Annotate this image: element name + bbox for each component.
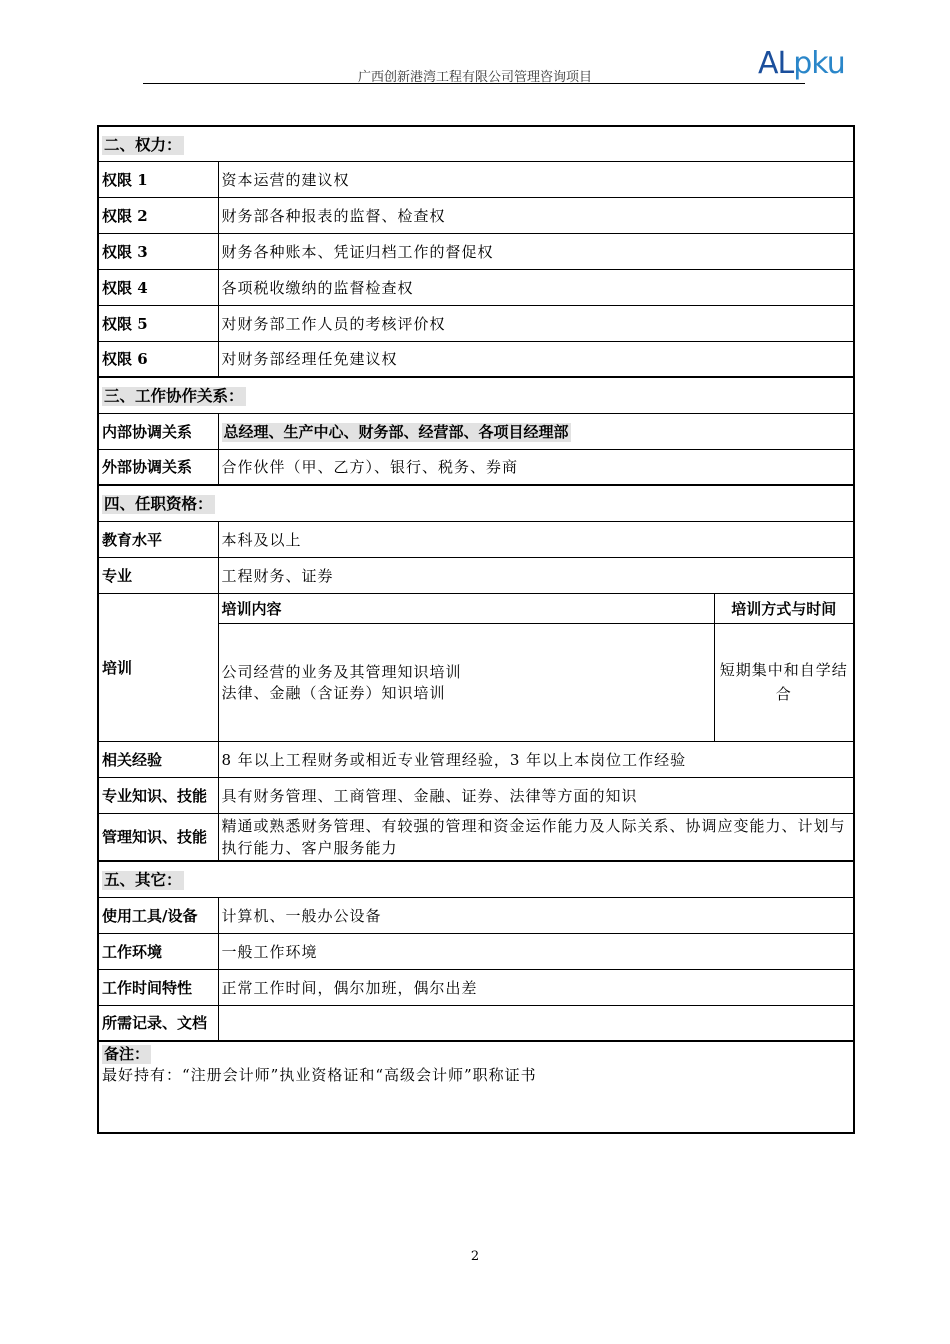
section-qualifications [98, 485, 854, 521]
section-other [98, 861, 854, 897]
section-relations [98, 377, 854, 413]
training-method-header: 培训方式与时间 [714, 593, 854, 623]
management-value: 精通或熟悉财务管理、有较强的管理和资金运作能力及人际关系、协调应变能力、计划与执行能力、客户服务能力 [218, 813, 854, 861]
logo-text-b: pku [793, 46, 845, 81]
major-label: 专业 [98, 557, 218, 593]
authority-value: 财务部各种报表的监督、检查权 [218, 197, 854, 233]
other-row [98, 1005, 854, 1041]
other-value: 计算机、一般办公设备 [218, 897, 854, 933]
section-other-title: 五、其它： [104, 872, 182, 890]
professional-row [98, 777, 854, 813]
notes-text: 最好持有：“注册会计师”执业资格证和“高级会计师”职称证书 [102, 1066, 537, 1084]
experience-row [98, 741, 854, 777]
other-value [218, 1005, 854, 1041]
notes-title: 备注： [104, 1046, 150, 1063]
authority-row [98, 341, 854, 377]
authority-value: 对财务部工作人员的考核评价权 [218, 305, 854, 341]
other-label: 所需记录、文档 [98, 1005, 218, 1041]
authority-value: 各项税收缴纳的监督检查权 [218, 269, 854, 305]
education-value: 本科及以上 [218, 521, 854, 557]
authority-row [98, 161, 854, 197]
training-label: 培训 [98, 593, 218, 741]
authority-label: 权限 3 [98, 233, 218, 269]
notes-row [98, 1041, 854, 1133]
other-label: 工作时间特性 [98, 969, 218, 1005]
relation-label: 外部协调关系 [98, 449, 218, 485]
professional-label: 专业知识、技能 [98, 777, 218, 813]
section-authority-title: 二、权力： [104, 136, 182, 154]
experience-value: 8 年以上工程财务或相近专业管理经验，3 年以上本岗位工作经验 [218, 741, 854, 777]
other-label: 工作环境 [98, 933, 218, 969]
authority-value: 资本运营的建议权 [218, 161, 854, 197]
internal-relations-text: 总经理、生产中心、财务部、经营部、各项目经理部 [223, 423, 569, 441]
section-relations-title: 三、工作协作关系： [104, 388, 244, 406]
relation-row [98, 449, 854, 485]
authority-row [98, 197, 854, 233]
company-logo [758, 46, 870, 82]
training-content-line: 公司经营的业务及其管理知识培训 [221, 663, 462, 681]
authority-value: 对财务部经理任免建议权 [218, 341, 854, 377]
other-row [98, 969, 854, 1005]
major-row [98, 557, 854, 593]
other-row [98, 897, 854, 933]
management-label: 管理知识、技能 [98, 813, 218, 861]
management-row [98, 813, 854, 861]
relation-value [218, 413, 854, 449]
authority-row [98, 305, 854, 341]
logo-text-a: AL [758, 46, 794, 81]
header-title: 广西创新港湾工程有限公司管理咨询项目 [357, 70, 592, 85]
professional-value: 具有财务管理、工商管理、金融、证券、法律等方面的知识 [218, 777, 854, 813]
authority-label: 权限 4 [98, 269, 218, 305]
relation-label: 内部协调关系 [98, 413, 218, 449]
section-authority [98, 126, 854, 161]
section-qualifications-title: 四、任职资格： [104, 496, 213, 514]
relation-row [98, 413, 854, 449]
major-value: 工程财务、证券 [218, 557, 854, 593]
training-content-line: 法律、金融（含证券）知识培训 [221, 684, 446, 702]
page-number: 2 [470, 1249, 480, 1264]
authority-label: 权限 5 [98, 305, 218, 341]
training-content-header: 培训内容 [218, 593, 714, 623]
training-header-row [98, 593, 854, 623]
other-value: 一般工作环境 [218, 933, 854, 969]
education-row [98, 521, 854, 557]
header-rule [143, 83, 805, 84]
relation-value: 合作伙伴（甲、乙方）、银行、税务、券商 [218, 449, 854, 485]
other-row [98, 933, 854, 969]
education-label: 教育水平 [98, 521, 218, 557]
authority-label: 权限 2 [98, 197, 218, 233]
experience-label: 相关经验 [98, 741, 218, 777]
authority-label: 权限 6 [98, 341, 218, 377]
authority-row [98, 269, 854, 305]
training-method: 短期集中和自学结合 [714, 623, 854, 741]
other-value: 正常工作时间，偶尔加班，偶尔出差 [218, 969, 854, 1005]
job-description-table [97, 125, 855, 1134]
training-content [218, 623, 714, 741]
authority-label: 权限 1 [98, 161, 218, 197]
authority-value: 财务各种账本、凭证归档工作的督促权 [218, 233, 854, 269]
authority-row [98, 233, 854, 269]
notes-cell [98, 1041, 854, 1133]
other-label: 使用工具/设备 [98, 897, 218, 933]
